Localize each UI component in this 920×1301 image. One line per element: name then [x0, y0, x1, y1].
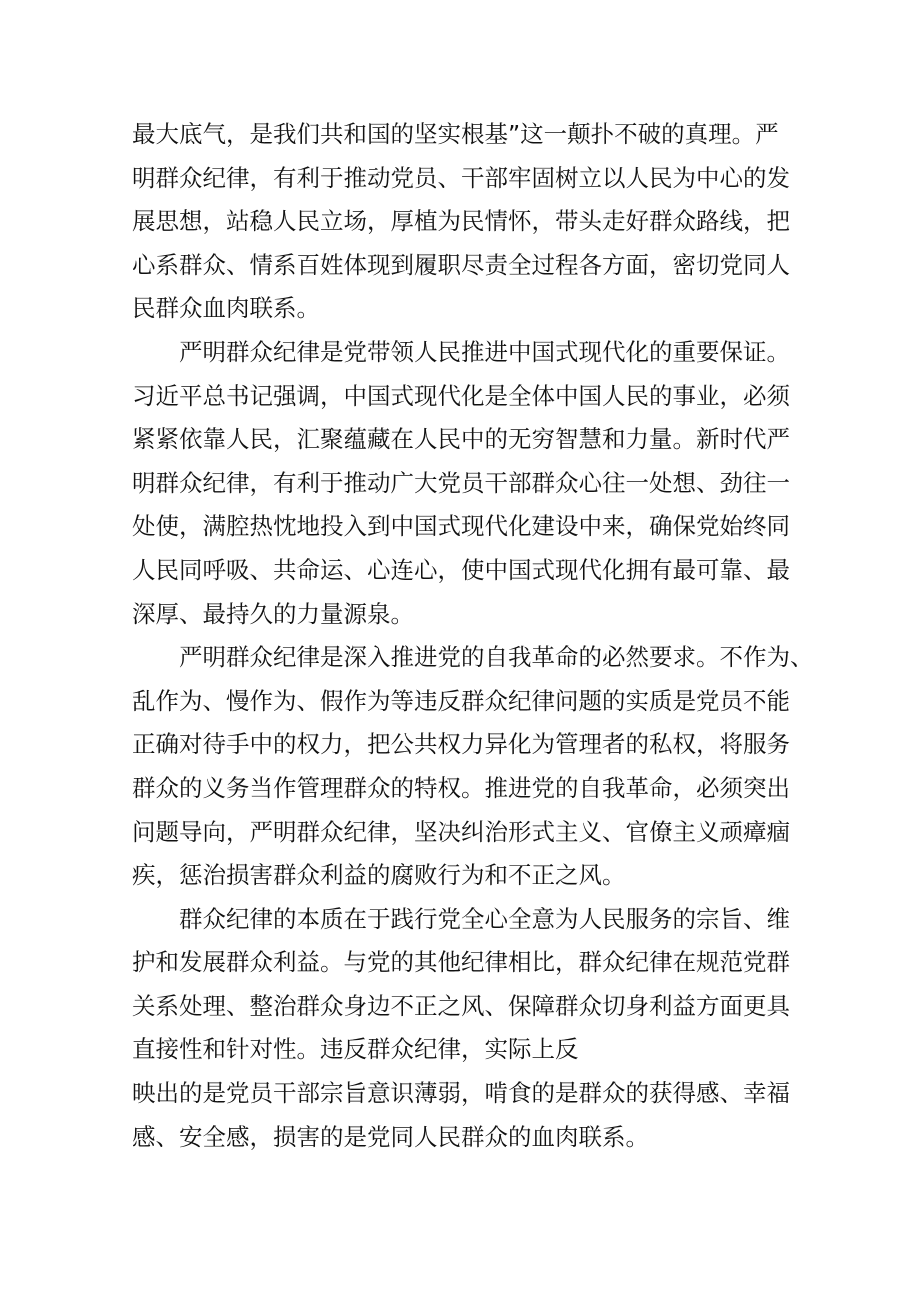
text-line: 乱作为、慢作为、假作为等违反群众纪律问题的实质是党员不能: [132, 686, 790, 715]
text-line: 感、安全感，损害的是党同人民群众的血肉联系。: [132, 1122, 649, 1151]
text-line: 明群众纪律，有利于推动党员、干部牢固树立以人民为中心的发: [132, 163, 790, 192]
text-line: 严明群众纪律是深入推进党的自我革命的必然要求。不作为、: [132, 643, 814, 672]
text-line: 最大底气，是我们共和国的坚实根基”这一颠扑不破的真理。严: [132, 120, 779, 148]
text-line: 明群众纪律，有利于推动广大党员干部群众心往一处想、劲往一: [132, 468, 790, 497]
text-line: 处使，满腔热忱地投入到中国式现代化建设中来，确保党始终同: [132, 512, 790, 541]
body-text: [132, 113, 814, 1159]
text-line: 民群众血肉联系。: [132, 294, 320, 323]
text-line: 心系群众、情系百姓体现到履职尽责全过程各方面，密切党同人: [132, 250, 790, 279]
text-line: 习近平总书记强调，中国式现代化是全体中国人民的事业，必须: [132, 381, 790, 410]
text-line: 群众纪律的本质在于践行党全心全意为人民服务的宗旨、维: [132, 904, 790, 933]
text-line: 展思想，站稳人民立场，厚植为民情怀，带头走好群众路线，把: [132, 207, 790, 236]
text-line: 正确对待手中的权力，把公共权力异化为管理者的私权，将服务: [132, 730, 790, 759]
text-line: 疾，惩治损害群众利益的腐败行为和不正之风。: [132, 861, 626, 890]
text-line: 深厚、最持久的力量源泉。: [132, 599, 414, 628]
text-line: 直接性和针对性。违反群众纪律，实际上反: [132, 1035, 579, 1064]
text-line: 关系处理、整治群众身边不正之风、保障群众切身利益方面更具: [132, 991, 790, 1020]
text-line: 问题导向，严明群众纪律，坚决纠治形式主义、官僚主义顽瘴痼: [132, 817, 790, 846]
text-line: 人民同呼吸、共命运、心连心，使中国式现代化拥有最可靠、最: [132, 555, 790, 584]
text-line: 群众的义务当作管理群众的特权。推进党的自我革命，必须突出: [132, 773, 790, 802]
text-line: 护和发展群众利益。与党的其他纪律相比，群众纪律在规范党群: [132, 948, 790, 977]
text-line: 严明群众纪律是党带领人民推进中国式现代化的重要保证。: [132, 337, 790, 366]
text-line: 紧紧依靠人民，汇聚蕴藏在人民中的无穷智慧和力量。新时代严: [132, 425, 790, 454]
text-line: 映出的是党员干部宗旨意识薄弱，啃食的是群众的获得感、幸福: [132, 1079, 790, 1108]
